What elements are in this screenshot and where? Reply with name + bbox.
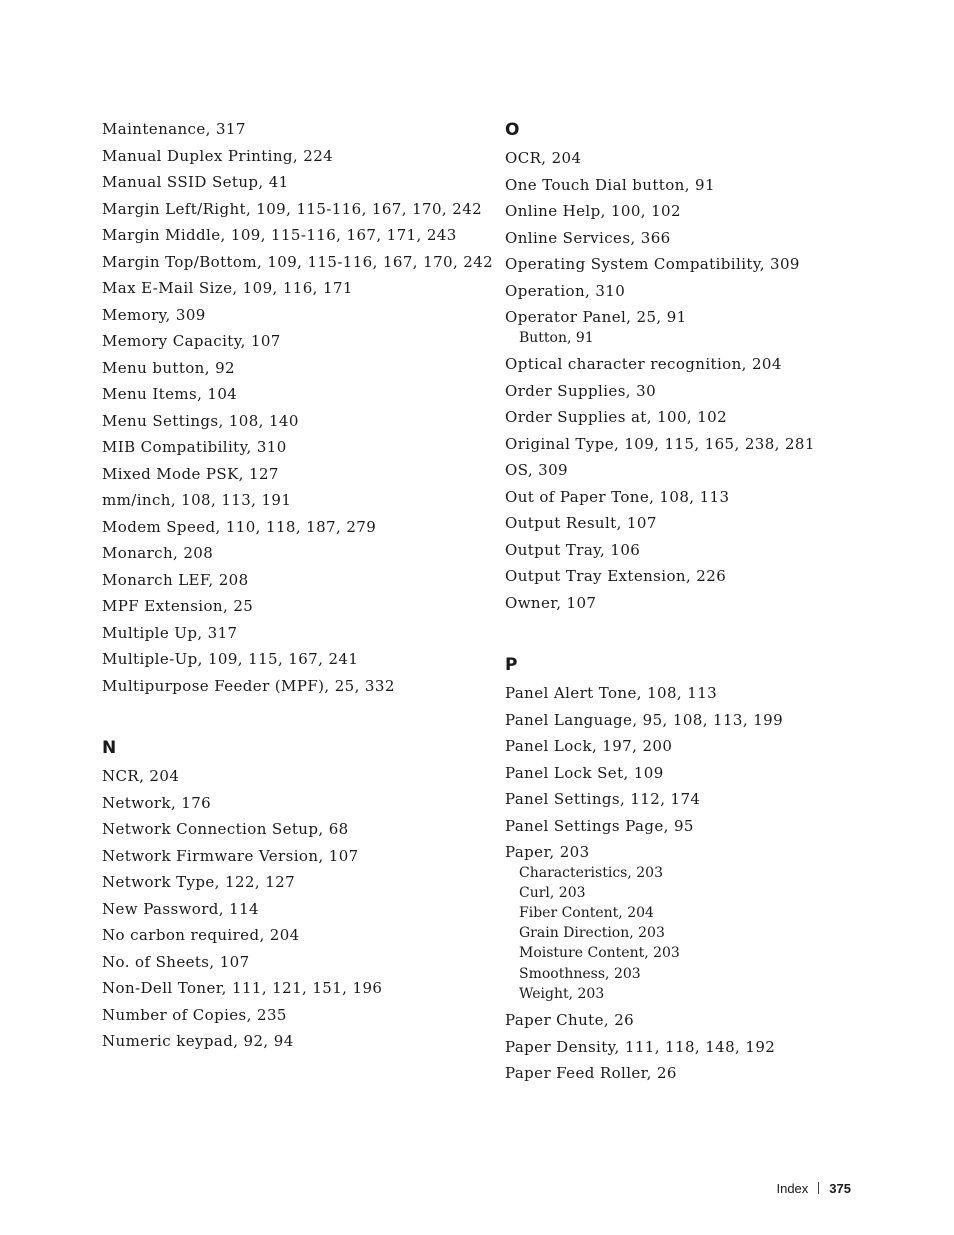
index-entry: Manual Duplex Printing, 224 — [102, 146, 334, 165]
index-entry: Multipurpose Feeder (MPF), 25, 332 — [102, 676, 395, 695]
index-entry: Network Type, 122, 127 — [102, 873, 296, 891]
index-entry: Panel Language, 95, 108, 113, 199 — [505, 710, 784, 729]
index-entry: Modem Speed, 110, 118, 187, 279 — [102, 517, 377, 536]
index-subentry: Weight, 203 — [519, 985, 605, 1002]
index-entry: Margin Top/Bottom, 109, 115-116, 167, 170, 242 — [102, 252, 494, 271]
index-entry: Memory, 309 — [102, 305, 206, 324]
index-entry: Monarch LEF, 208 — [102, 570, 249, 589]
index-entry: MIB Compatibility, 310 — [102, 438, 287, 456]
index-entry: Panel Alert Tone, 108, 113 — [505, 684, 718, 702]
index-entry: Manual SSID Setup, 41 — [102, 173, 289, 191]
index-entry: Order Supplies, 30 — [505, 381, 657, 400]
index-entry: Operator Panel, 25, 91 — [505, 308, 687, 326]
index-subentry: Smoothness, 203 — [519, 965, 641, 982]
index-entry: Paper, 203 — [505, 843, 590, 861]
index-entry: Multiple Up, 317 — [102, 623, 238, 642]
index-entry: Non-Dell Toner, 111, 121, 151, 196 — [102, 979, 383, 997]
index-entry: Online Help, 100, 102 — [505, 202, 681, 220]
index-subentry: Grain Direction, 203 — [519, 925, 665, 942]
index-entry: Panel Settings Page, 95 — [505, 816, 694, 835]
index-entry: No carbon required, 204 — [102, 926, 300, 944]
index-entry: Operating System Compatibility, 309 — [505, 255, 800, 273]
footer-divider — [818, 1182, 819, 1194]
section-letter-o: O — [505, 120, 520, 140]
index-entry: Menu Items, 104 — [102, 385, 238, 403]
index-entry: Mixed Mode PSK, 127 — [102, 464, 279, 483]
index-entry: Network Connection Setup, 68 — [102, 820, 349, 838]
index-entry: Number of Copies, 235 — [102, 1005, 287, 1024]
footer-section-label: Index — [776, 1181, 809, 1196]
index-entry: MPF Extension, 25 — [102, 597, 254, 615]
index-entry: Output Tray, 106 — [505, 540, 641, 559]
index-entry: Panel Lock Set, 109 — [505, 763, 664, 782]
index-entry: Online Services, 366 — [505, 228, 671, 247]
index-entry: Paper Chute, 26 — [505, 1011, 635, 1030]
index-entry: OCR, 204 — [505, 149, 582, 167]
index-entry: Margin Middle, 109, 115-116, 167, 171, 243 — [102, 226, 457, 244]
section-letter-p: P — [505, 655, 518, 675]
index-subentry: Fiber Content, 204 — [519, 904, 654, 921]
paper-subentries — [505, 863, 905, 1004]
index-entry: Menu button, 92 — [102, 358, 235, 377]
index-entry: New Password, 114 — [102, 899, 259, 918]
index-entry: Panel Settings, 112, 174 — [505, 790, 701, 808]
index-entry: Panel Lock, 197, 200 — [505, 737, 673, 755]
index-entry: Order Supplies at, 100, 102 — [505, 408, 728, 426]
index-entry: Maintenance, 317 — [102, 120, 246, 138]
right-column — [505, 120, 905, 1090]
index-entry: Paper Feed Roller, 26 — [505, 1064, 677, 1083]
index-entry: mm/inch, 108, 113, 191 — [102, 491, 292, 509]
index-entry: Network, 176 — [102, 793, 212, 812]
index-entry: Output Result, 107 — [505, 514, 657, 532]
index-entry: Out of Paper Tone, 108, 113 — [505, 487, 730, 506]
index-entry: Memory Capacity, 107 — [102, 332, 281, 350]
index-subentry: Curl, 203 — [519, 884, 586, 901]
index-entry: Output Tray Extension, 226 — [505, 567, 727, 585]
index-entry: Multiple-Up, 109, 115, 167, 241 — [102, 650, 359, 668]
page-number: 375 — [829, 1181, 851, 1196]
index-entry: Optical character recognition, 204 — [505, 355, 782, 373]
index-subentry: Characteristics, 203 — [519, 864, 663, 881]
index-entry: Numeric keypad, 92, 94 — [102, 1032, 294, 1050]
index-entry: OS, 309 — [505, 461, 569, 479]
index-subentry: Button, 91 — [519, 329, 594, 346]
index-entry: Paper Density, 111, 118, 148, 192 — [505, 1037, 776, 1056]
page-footer — [776, 1180, 851, 1198]
index-entry: Operation, 310 — [505, 281, 626, 300]
index-entry: Original Type, 109, 115, 165, 238, 281 — [505, 434, 815, 453]
index-entry: NCR, 204 — [102, 767, 180, 785]
index-entry: No. of Sheets, 107 — [102, 952, 250, 971]
left-column — [102, 119, 502, 1058]
index-entry: Owner, 107 — [505, 593, 597, 612]
index-subentry: Moisture Content, 203 — [519, 945, 680, 962]
index-entry: Margin Left/Right, 109, 115-116, 167, 170, 242 — [102, 199, 483, 218]
index-entry: Monarch, 208 — [102, 544, 214, 562]
index-entry: Max E-Mail Size, 109, 116, 171 — [102, 279, 353, 297]
index-entry: One Touch Dial button, 91 — [505, 175, 715, 194]
index-entry: Menu Settings, 108, 140 — [102, 411, 299, 430]
index-entry: Network Firmware Version, 107 — [102, 846, 359, 865]
section-letter-n: N — [102, 738, 117, 758]
